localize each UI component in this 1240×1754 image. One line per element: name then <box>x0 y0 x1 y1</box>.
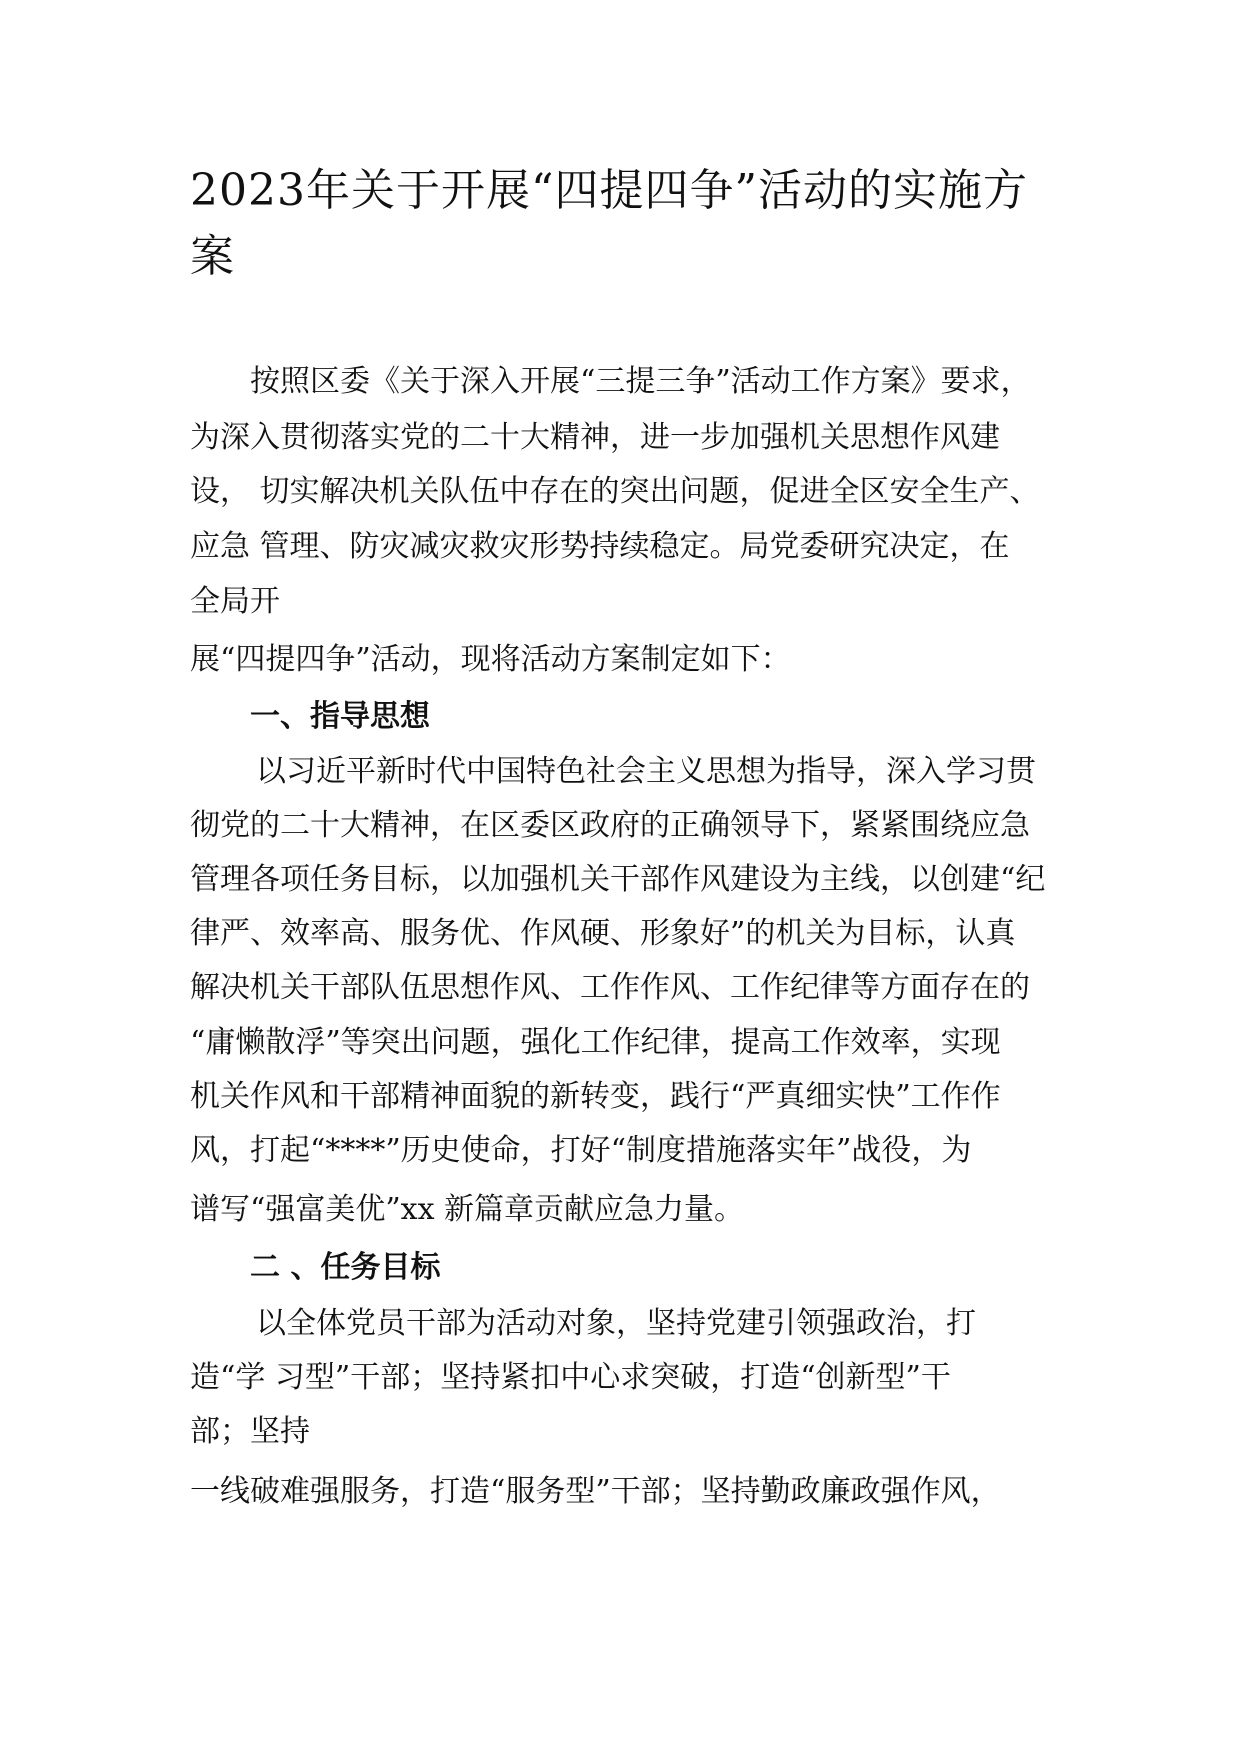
body-line: 部；坚持 <box>190 1414 310 1449</box>
body-line: 以习近平新时代中国特色社会主义思想为指导，深入学习贯 <box>256 754 1036 789</box>
body-line: 展“四提四争”活动，现将活动方案制定如下： <box>190 642 791 677</box>
body-line: 一线破难强服务，打造“服务型”干部；坚持勤政廉政强作风， <box>190 1474 1001 1509</box>
body-line: 造“学 习型”干部；坚持紧扣中心求突破，打造“创新型”干 <box>190 1360 951 1395</box>
body-line: “庸懒散浮”等突出问题，强化工作纪律，提高工作效率，实现 <box>190 1025 1001 1060</box>
title-line-1: 2023年关于开展“四提四争”活动的实施方 <box>190 165 1028 216</box>
body-line: 设， 切实解决机关队伍中存在的突出问题，促进全区安全生产、 <box>190 474 1040 509</box>
section-heading-guiding-thought: 一、指导思想 <box>250 699 430 734</box>
body-line: 按照区委《关于深入开展“三提三争”活动工作方案》要求， <box>250 364 1031 399</box>
body-line: 谱写“强富美优”xx 新篇章贡献应急力量。 <box>190 1192 745 1227</box>
body-line: 全局开 <box>190 584 280 619</box>
document-title <box>190 158 1070 290</box>
body-line: 以全体党员干部为活动对象，坚持党建引领强政治，打 <box>256 1306 976 1341</box>
body-line: 机关作风和干部精神面貌的新转变，践行“严真细实快”工作作 <box>190 1079 1001 1114</box>
body-line: 应急 管理、防灾减灾救灾形势持续稳定。局党委研究决定，在 <box>190 529 1010 564</box>
section-heading-task-goals: 二 、任务目标 <box>250 1250 441 1285</box>
body-line: 解决机关干部队伍思想作风、工作作风、工作纪律等方面存在的 <box>190 970 1030 1005</box>
body-line: 风，打起“****”历史使命，打好“制度措施落实年”战役，为 <box>190 1133 972 1168</box>
body-line: 管理各项任务目标，以加强机关干部作风建设为主线，以创建“纪 <box>190 862 1046 897</box>
body-line: 律严、效率高、服务优、作风硬、形象好”的机关为目标，认真 <box>190 916 1016 951</box>
title-line-2: 案 <box>190 231 235 282</box>
body-line: 为深入贯彻落实党的二十大精神，进一步加强机关思想作风建 <box>190 420 1000 455</box>
body-line: 彻党的二十大精神，在区委区政府的正确领导下，紧紧围绕应急 <box>190 808 1030 843</box>
